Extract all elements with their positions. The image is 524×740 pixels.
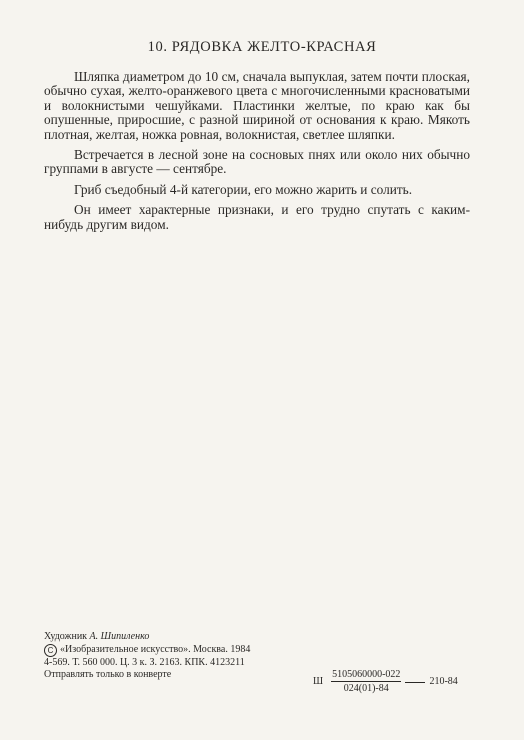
mailing-note: Отправлять только в конверте <box>44 669 172 681</box>
artist-label: Художник <box>44 631 88 642</box>
code-numerator: 5105060000-022 <box>332 669 401 680</box>
artist-line <box>44 631 484 644</box>
code-letter: Ш <box>313 676 324 687</box>
code-suffix: 210-84 <box>429 676 458 687</box>
paragraph-edibility: Гриб съедобный 4-й категории, его можно жарить и солить. <box>74 181 413 197</box>
code-fraction <box>331 669 401 695</box>
paragraph-identification: Он имеет характерные признаки, и его трудно спутать с каким-нибудь другим видом. <box>44 202 470 232</box>
description-text <box>44 70 470 238</box>
publisher-text: «Изобразительное искусство». Москва. 1984 <box>60 643 251 655</box>
paragraph-habitat: Встречается в лесной зоне на сосновых пнях или около них обычно группами в августе — сентябре. <box>44 147 470 177</box>
code-divider <box>405 682 425 683</box>
catalog-code <box>313 669 458 695</box>
code-denominator: 024(01)-84 <box>331 681 401 695</box>
artist-name: А. Шипиленко <box>89 631 150 642</box>
publisher-line <box>44 644 484 657</box>
card-title: 10. РЯДОВКА ЖЕЛТО-КРАСНАЯ <box>147 39 377 55</box>
print-info-line: 4-569. Т. 560 000. Ц. 3 к. З. 2163. КПК. 4123211 <box>44 656 245 668</box>
copyright-icon: С <box>44 644 57 657</box>
paragraph-description: Шляпка диаметром до 10 см, сначала выпуклая, затем почти плоская, обычно сухая, желто-оранжевого цвета с многочисленными красноватыми и волокнистыми чешуйками. Пластинки желтые, по краю как бы опушенные, приросшие, с разной шириной от основания к краю. Мякоть плотная, желтая, ножка ровная, волокнистая, светлее шляпки. <box>44 69 470 142</box>
